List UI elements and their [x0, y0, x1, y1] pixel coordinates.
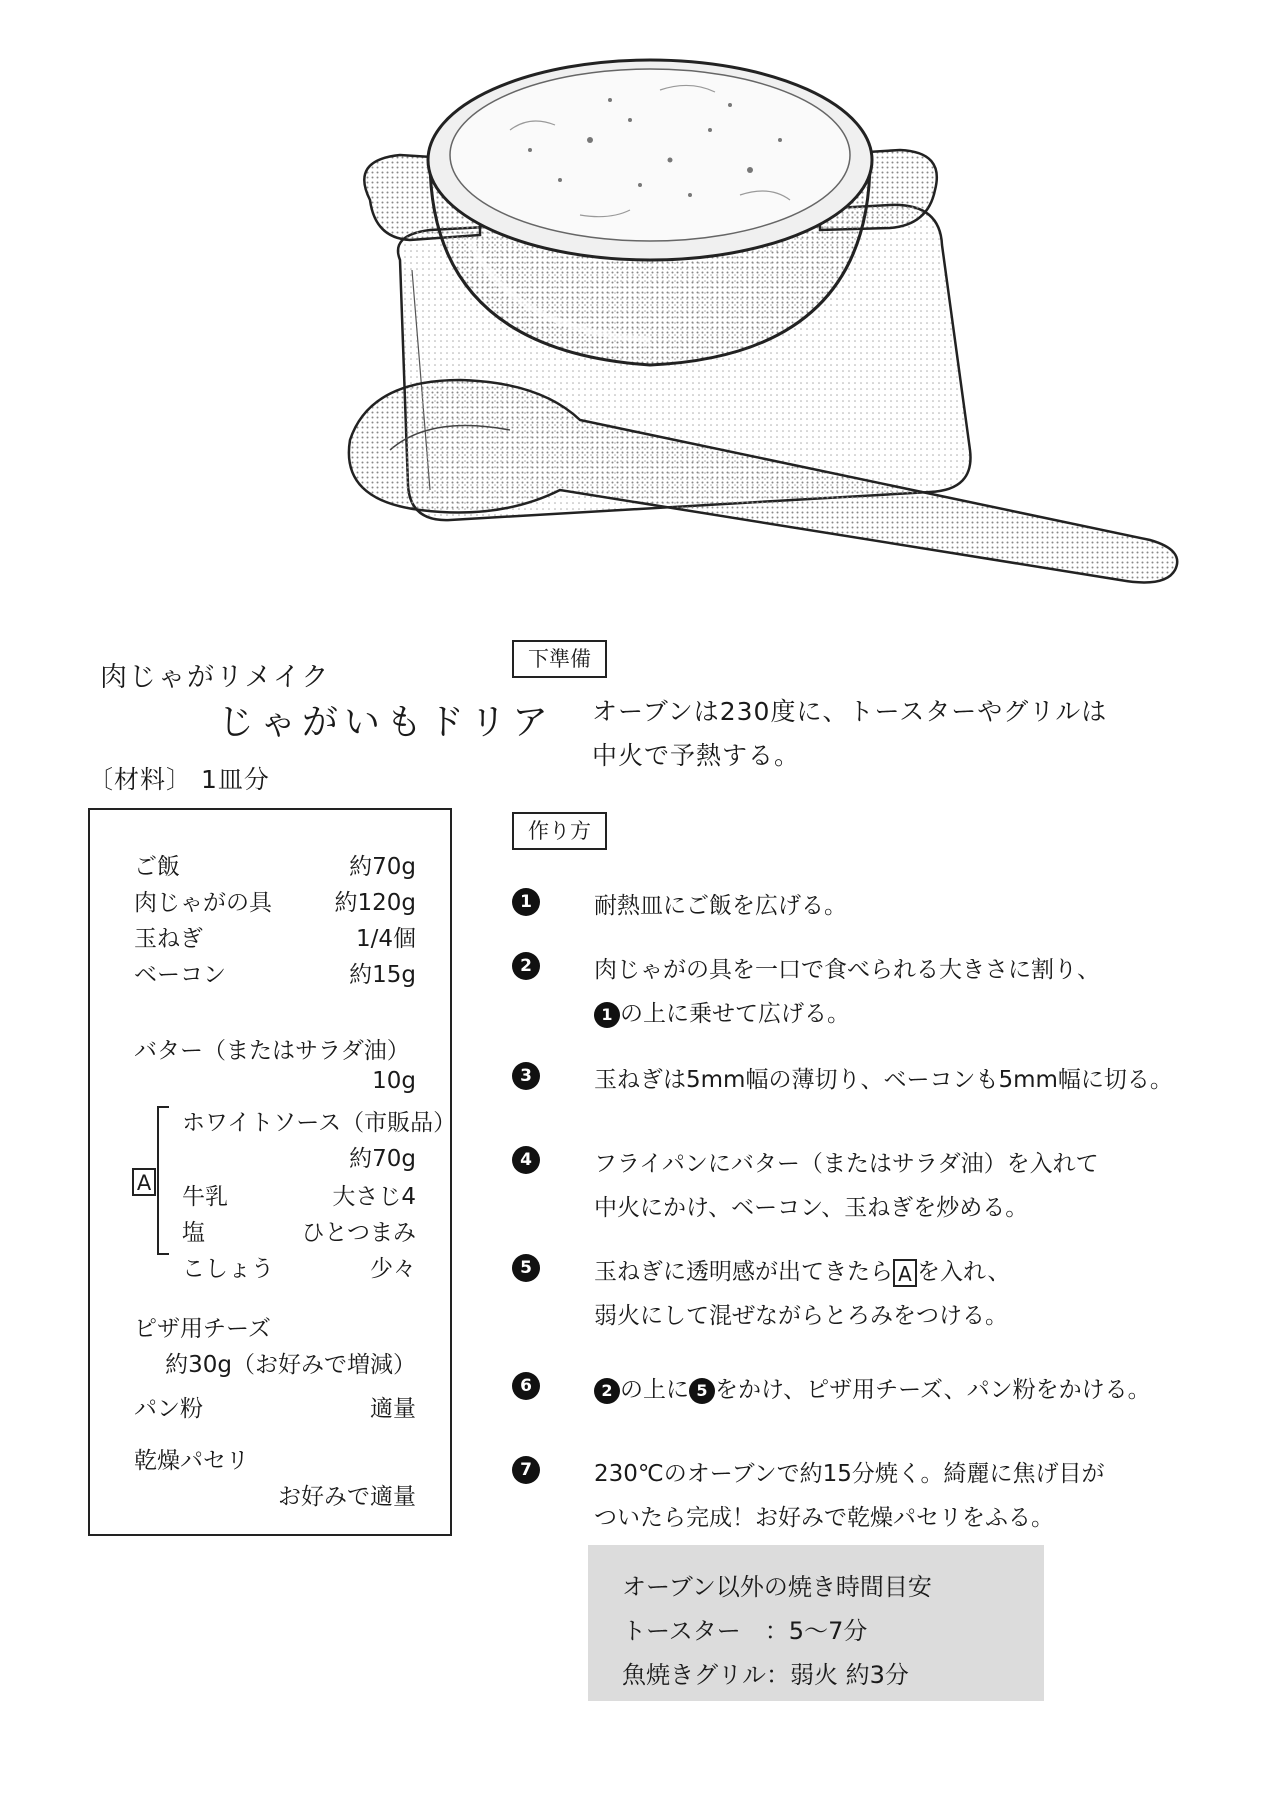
recipe-title: じゃがいもドリア [218, 702, 555, 743]
step-number: 3 [512, 1062, 540, 1090]
ingredient-name: 乾燥パセリ [134, 1448, 249, 1474]
prep-line: 中火で予熱する。 [592, 741, 801, 770]
step-number: 2 [512, 952, 540, 980]
step-number: 4 [512, 1146, 540, 1174]
step-ref-number: 2 [594, 1378, 620, 1404]
ingredients-box [88, 808, 457, 1536]
step-number: 7 [512, 1456, 540, 1484]
step-text: 中火にかけ、ベーコン、玉ねぎを炒める。 [594, 1195, 1029, 1221]
step-text: の上に [620, 1377, 689, 1403]
step-text: ついたら完成！お好みで乾燥パセリをふる。 [594, 1505, 1054, 1531]
ingredient-name: ホワイトソース（市販品） [182, 1110, 457, 1136]
step-text: 230℃のオーブンで約15分焼く。綺麗に焦げ目が [594, 1461, 1105, 1487]
prep-line: オーブンは230度に、トースターやグリルは [592, 697, 1108, 726]
ingredient-name: パン粉 [134, 1396, 203, 1422]
step-text: を入れ、 [917, 1259, 1011, 1285]
ingredient-amount: 大さじ4 [332, 1184, 416, 1210]
method-label: 作り方 [512, 812, 607, 850]
group-bracket [157, 1106, 169, 1255]
ingredient-name: ピザ用チーズ [134, 1316, 271, 1342]
prep-label: 下準備 [512, 640, 607, 678]
ingredient-name: 肉じゃがの具 [134, 890, 272, 916]
step-number: 6 [512, 1372, 540, 1400]
ingredients-header: 〔材料〕 1皿分 [88, 765, 270, 794]
step-text: をかけ、ピザ用チーズ、パン粉をかける。 [715, 1377, 1151, 1403]
step-text: 肉じゃがの具を一口で食べられる大きさに割り、 [594, 957, 1100, 983]
ingredient-name: ベーコン [134, 962, 226, 988]
ingredient-name: こしょう [182, 1256, 274, 1282]
ingredient-amount: 約120g [334, 890, 416, 916]
ingredient-name: 牛乳 [182, 1184, 228, 1210]
ingredient-amount: 約70g [349, 1146, 416, 1172]
step-text: 玉ねぎは5mm幅の薄切り、ベーコンも5mm幅に切る。 [594, 1067, 1173, 1093]
ingredient-name: ご飯 [134, 854, 180, 880]
step-ref-number: 5 [689, 1378, 715, 1404]
step-ref-number: 1 [594, 1002, 620, 1028]
step-text: の上に乗せて広げる。 [620, 1001, 850, 1027]
ingredient-name: 玉ねぎ [134, 926, 203, 952]
prep-text [592, 690, 1152, 778]
ingredient-name: バター（またはサラダ油） [134, 1038, 410, 1064]
ingredient-amount: 約70g [349, 854, 416, 880]
step-number: 1 [512, 888, 540, 916]
gratin-dish-illustration [330, 20, 1190, 600]
group-a-label: A [132, 1168, 156, 1196]
step-text: 玉ねぎに透明感が出てきたら [594, 1259, 893, 1285]
step-number: 5 [512, 1254, 540, 1282]
ingredient-amount: お好みで適量 [278, 1484, 416, 1510]
baking-time-note [588, 1545, 1044, 1701]
recipe-subtitle: 肉じゃがリメイク [100, 662, 331, 693]
step-text: 耐熱皿にご飯を広げる。 [594, 893, 847, 919]
ingredient-amount: 約15g [349, 962, 416, 988]
note-title: オーブン以外の焼き時間目安 [622, 1573, 932, 1601]
step-text: フライパンにバター（またはサラダ油）を入れて [594, 1151, 1099, 1177]
ingredient-amount: ひとつまみ [301, 1220, 416, 1246]
ingredient-amount: 適量 [370, 1396, 416, 1422]
step-text: 弱火にして混ぜながらとろみをつける。 [594, 1303, 1008, 1329]
ingredient-amount: 1/4個 [355, 926, 416, 952]
ingredient-amount: 10g [372, 1068, 416, 1094]
ingredient-name: 塩 [182, 1220, 205, 1246]
group-a-ref: A [893, 1259, 917, 1287]
ingredient-amount: 約30g（お好みで増減） [165, 1352, 416, 1378]
note-line: トースター ：5〜7分 [622, 1617, 868, 1645]
note-line: 魚焼きグリル：弱火 約3分 [622, 1661, 909, 1689]
ingredient-amount: 少々 [370, 1256, 416, 1282]
